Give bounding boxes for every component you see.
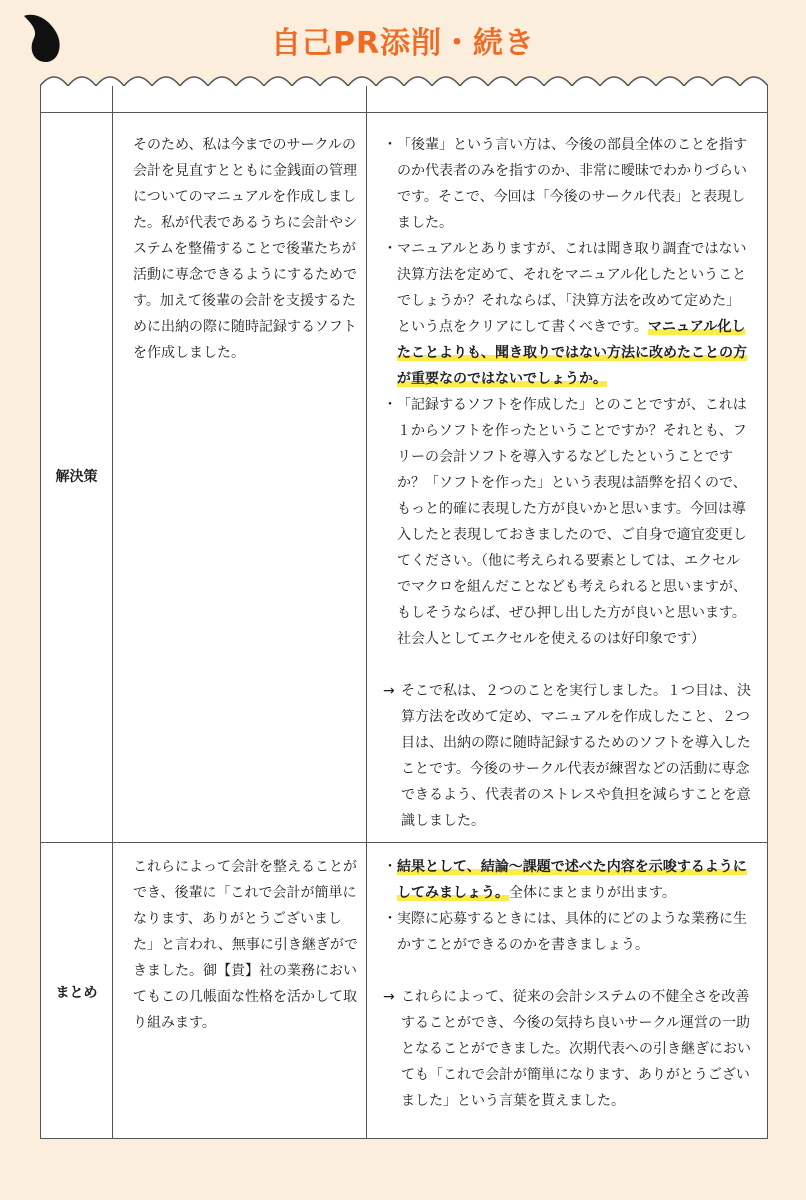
comment-item (383, 906, 753, 958)
comment-item (383, 236, 753, 392)
arrow-marker: → (383, 683, 395, 699)
bullet-marker: ・ (383, 137, 397, 153)
header-row-divider (41, 112, 767, 113)
row-label-summary: まとめ (55, 985, 98, 1001)
row-label-solution: 解決策 (55, 469, 98, 485)
bullet-marker: ・ (383, 911, 397, 927)
original-text: そのため、私は今までのサークルの会計を見直すとともに金銭面の管理についてのマニュアルを作成しました。私が代表であるうちに会計やシステムを整備することで後輩たちが活動に専念できるようにするためです。加えて後輩の会計を支援するために出納の際に随時記録するソフトを作成しました。 (133, 137, 357, 361)
row-divider (41, 842, 767, 843)
revised-text-block (383, 984, 753, 1114)
revised-text-block (383, 678, 753, 834)
arrow-marker: → (383, 989, 395, 1005)
comment-text: 「記録するソフトを作成した」とのことですが、これは１からソフトを作ったということですか？それとも、フリーの会計ソフトを導入するなどしたということですか？「ソフトを作った」という表現は語弊を招くので、もっと的確に表現した方が良いかと思います。今回は導入したと表現しておきましたので、ご自身で適宜変更してください。（他に考えられる要素としては、エクセルでマクロを組んだことなども考えられると思いますが、もしそうならば、ぜひ押し出した方が良いと思います。社会人としてエクセルを使えるのは好印象です） (397, 397, 747, 647)
column-divider (112, 86, 113, 1138)
comment-text: マニュアルとありますが、これは聞き取り調査ではない決算方法を定めて、それをマニュアル化したということでしょうか？それならば、「決算方法を改めて定めた」という点をクリアにして書くべきです。 (397, 241, 747, 335)
comments-solution (383, 132, 753, 834)
original-text-summary (133, 854, 359, 1036)
highlighted-comment: 結果として、結論～課題で述べた内容を示唆するようにしてみましょう。 (397, 859, 747, 901)
review-table (40, 86, 768, 1139)
comment-item (383, 854, 753, 906)
revised-text: そこで私は、２つのことを実行しました。１つ目は、決算方法を改めて定め、マニュアルを作成したこと、２つ目は、出納の際に随時記録するためのソフトを導入したことです。今後のサークル代表が練習などの活動に専念できるよう、代表者のストレスや負担を減らすことを意識しました。 (401, 683, 751, 829)
bullet-marker: ・ (383, 397, 397, 413)
comments-summary (383, 854, 753, 1114)
comment-text: 実際に応募するときには、具体的にどのような業務に生かすことができるのかを書きましょう。 (397, 911, 747, 953)
column-divider (366, 86, 367, 1138)
original-text: これらによって会計を整えることができ、後輩に「これで会計が簡単になります、ありがとうございました」と言われ、無事に引き継ぎができました。御【貴】社の業務においてもこの几帳面な性格を活かして取り組みます。 (133, 859, 358, 1031)
original-text-solution (133, 132, 359, 366)
bullet-marker: ・ (383, 859, 397, 875)
bullet-marker: ・ (383, 241, 397, 257)
comment-item (383, 132, 753, 236)
page-title: 自己PR添削・続き (270, 26, 536, 61)
comment-text: 全体にまとまりが出ます。 (509, 885, 676, 901)
comment-text: 「後輩」という言い方は、今後の部員全体のことを指すのか代表者のみを指すのか、非常に曖昧でわかりづらいです。そこで、今回は「今後のサークル代表」と表現しました。 (397, 137, 747, 231)
comment-item (383, 392, 753, 652)
revised-text: これらによって、従来の会計システムの不健全さを改善することができ、今後の気持ち良いサークル運営の一助となることができました。次期代表への引き継ぎにおいても「これで会計が簡単になります、ありがとうございました」という言葉を貰えました。 (401, 989, 751, 1109)
highlighted-comment: マニュアル化したことよりも、聞き取りではない方法に改めたことの方が重要なのではないでしょうか。 (397, 319, 747, 387)
